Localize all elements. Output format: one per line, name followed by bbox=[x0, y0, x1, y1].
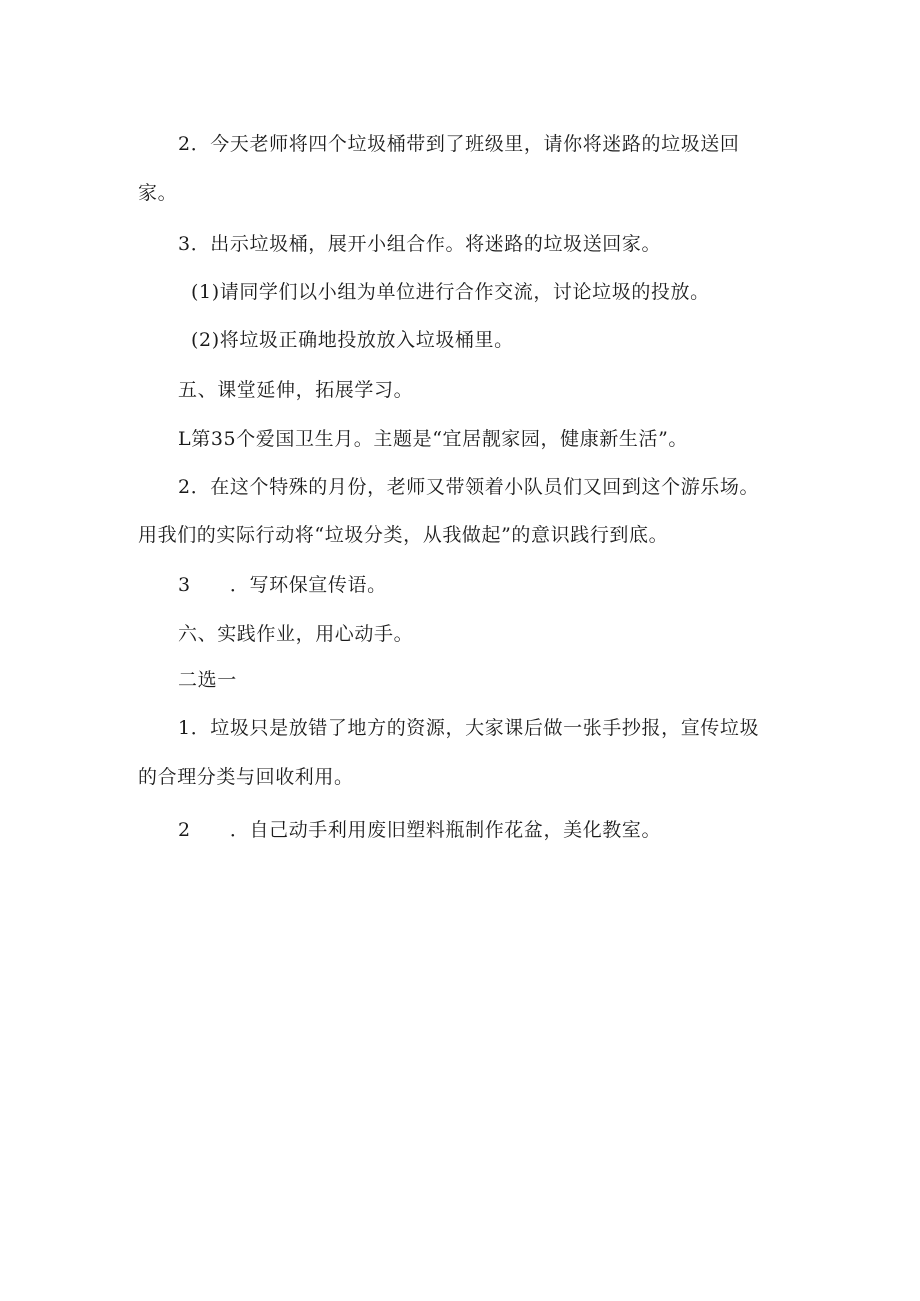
paragraph-special-month-line-1: 2．在这个特殊的月份，老师又带领着小队员们又回到这个游乐场。 bbox=[178, 476, 760, 498]
paragraph-homework-1-line-1: 1．垃圾只是放错了地方的资源，大家课后做一张手抄报，宣传垃圾 bbox=[178, 717, 760, 739]
paragraph-patriotic-month: L第35个爱国卫生月。主题是“宜居靓家园，健康新生活”。 bbox=[178, 428, 689, 450]
section-heading-six: 六、实践作业，用心动手。 bbox=[178, 623, 414, 645]
paragraph-subitem-1: (1)请同学们以小组为单位进行合作交流，讨论垃圾的投放。 bbox=[191, 281, 710, 303]
paragraph-item-2-line-2: 家。 bbox=[138, 182, 178, 204]
section-heading-five: 五、课堂延伸，拓展学习。 bbox=[178, 379, 414, 401]
paragraph-item-3: 3．出示垃圾桶，展开小组合作。将迷路的垃圾送回家。 bbox=[178, 233, 662, 255]
paragraph-homework-2: 2 ．自己动手利用废旧塑料瓶制作花盆，美化教室。 bbox=[178, 819, 662, 841]
paragraph-item-2-line-1: 2．今天老师将四个垃圾桶带到了班级里，请你将迷路的垃圾送回 bbox=[178, 133, 740, 155]
paragraph-special-month-line-2: 用我们的实际行动将“垃圾分类，从我做起”的意识践行到底。 bbox=[138, 524, 669, 546]
paragraph-slogan: 3 ．写环保宣传语。 bbox=[178, 574, 387, 596]
paragraph-choose-one: 二选一 bbox=[178, 669, 237, 691]
paragraph-subitem-2: (2)将垃圾正确地投放放入垃圾桶里。 bbox=[191, 329, 514, 351]
paragraph-homework-1-line-2: 的合理分类与回收利用。 bbox=[138, 766, 354, 788]
